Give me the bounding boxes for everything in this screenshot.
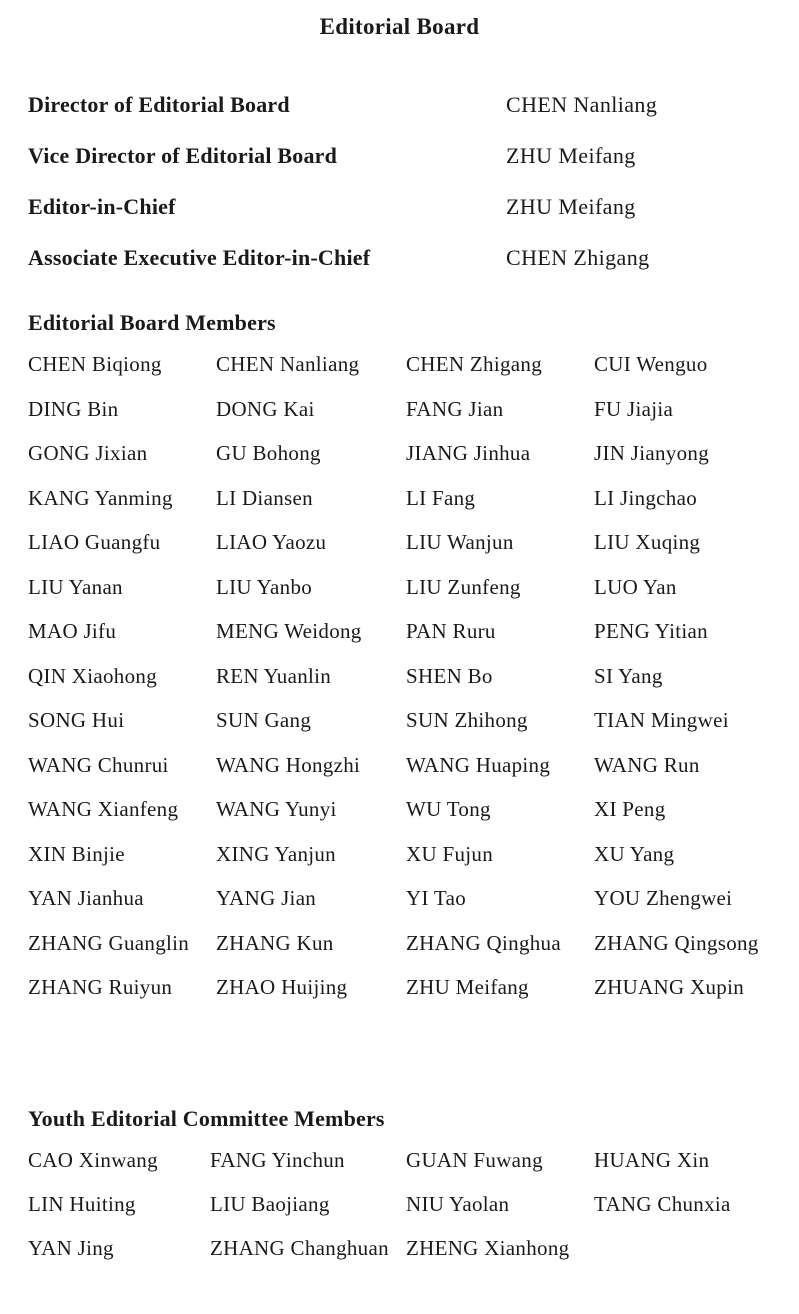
member-name: ZHANG Guanglin (28, 930, 190, 955)
member-name: GUAN Fuwang (406, 1148, 543, 1172)
member-name: LIU Xuqing (594, 530, 701, 554)
member-name: XI Peng (594, 797, 666, 821)
member-name: WANG Run (594, 752, 700, 777)
member-name: XING Yanjun (216, 841, 336, 866)
member-name: FANG Jian (406, 396, 504, 421)
member-name: LIU Yanan (28, 574, 123, 599)
member-name: QIN Xiaohong (28, 663, 157, 688)
position-row-director (28, 92, 788, 143)
youth-members-heading: Youth Editorial Committee Members (28, 1106, 385, 1131)
member-name: REN Yuanlin (216, 663, 332, 688)
member-name: LIU Zunfeng (406, 574, 521, 599)
position-name: ZHU Meifang (506, 143, 636, 168)
member-name: YOU Zhengwei (594, 886, 733, 910)
position-role: Editor-in-Chief (28, 194, 176, 219)
member-name: ZHANG Kun (216, 930, 334, 955)
member-name: LIAO Yaozu (216, 530, 327, 554)
member-name: LI Fang (406, 485, 476, 510)
member-name: TIAN Mingwei (594, 708, 729, 732)
member-name: LIU Baojiang (210, 1192, 330, 1216)
member-name: TANG Chunxia (594, 1192, 731, 1216)
member-name: ZHANG Changhuan (210, 1236, 389, 1260)
member-name: XIN Binjie (28, 841, 125, 866)
member-name: XU Fujun (406, 841, 493, 866)
member-name: CHEN Biqiong (28, 352, 162, 376)
member-name: WANG Yunyi (216, 797, 337, 821)
member-name: SHEN Bo (406, 663, 493, 688)
member-name: WANG Huaping (406, 752, 551, 777)
member-name: LIN Huiting (28, 1192, 136, 1216)
member-name: DONG Kai (216, 396, 315, 421)
member-name: HUANG Xin (594, 1148, 710, 1172)
member-name: SONG Hui (28, 708, 125, 732)
member-name: LIAO Guangfu (28, 530, 161, 554)
board-members-grid (28, 352, 788, 1020)
member-name: JIN Jianyong (594, 441, 710, 465)
position-name: CHEN Zhigang (506, 245, 650, 270)
member-name: SUN Gang (216, 708, 312, 732)
member-name: ZHANG Qingsong (594, 930, 759, 955)
member-name: CHEN Zhigang (406, 352, 542, 376)
member-name: ZHANG Ruiyun (28, 975, 173, 999)
member-name: MENG Weidong (216, 619, 362, 643)
member-name: WANG Hongzhi (216, 752, 361, 777)
member-name: LIU Wanjun (406, 530, 514, 554)
member-name: YANG Jian (216, 886, 317, 910)
member-name: LIU Yanbo (216, 574, 313, 599)
member-name: CAO Xinwang (28, 1148, 158, 1172)
member-name: ZHUANG Xupin (594, 975, 745, 999)
board-members-heading: Editorial Board Members (28, 310, 276, 335)
member-name: KANG Yanming (28, 485, 173, 510)
member-name: WANG Chunrui (28, 752, 169, 777)
member-name: ZHU Meifang (406, 975, 529, 999)
positions-list (28, 92, 788, 296)
member-name: YI Tao (406, 886, 467, 910)
position-row-associate-executive-editor (28, 245, 788, 296)
member-name: GONG Jixian (28, 441, 148, 465)
member-name: FANG Yinchun (210, 1148, 345, 1172)
member-name: DING Bin (28, 396, 119, 421)
member-name: JIANG Jinhua (406, 441, 531, 465)
member-name: CUI Wenguo (594, 352, 708, 376)
member-name: PAN Ruru (406, 619, 496, 643)
member-name: SI Yang (594, 663, 663, 688)
member-name: NIU Yaolan (406, 1192, 510, 1216)
member-name: ZHENG Xianhong (406, 1236, 570, 1260)
member-name: YAN Jianhua (28, 886, 144, 910)
member-name: LI Diansen (216, 485, 313, 510)
page-title: Editorial Board (319, 14, 480, 39)
position-row-editor-in-chief (28, 194, 788, 245)
position-name: CHEN Nanliang (506, 92, 658, 117)
youth-members-grid (28, 1148, 788, 1280)
member-name: MAO Jifu (28, 619, 117, 643)
member-name: PENG Yitian (594, 619, 708, 643)
member-name: WANG Xianfeng (28, 797, 179, 821)
member-name: SUN Zhihong (406, 708, 528, 732)
member-name: XU Yang (594, 841, 675, 866)
member-name: LUO Yan (594, 574, 677, 599)
member-name: YAN Jing (28, 1236, 114, 1260)
position-role: Associate Executive Editor-in-Chief (28, 245, 371, 270)
member-name: FU Jiajia (594, 396, 674, 421)
member-name: WU Tong (406, 797, 491, 821)
position-name: ZHU Meifang (506, 194, 636, 219)
position-row-vice-director (28, 143, 788, 194)
member-name: GU Bohong (216, 441, 321, 465)
member-name: ZHANG Qinghua (406, 930, 561, 955)
member-name: LI Jingchao (594, 485, 698, 510)
member-name: CHEN Nanliang (216, 352, 360, 376)
member-name: ZHAO Huijing (216, 975, 348, 999)
position-role: Vice Director of Editorial Board (28, 143, 338, 168)
position-role: Director of Editorial Board (28, 92, 290, 117)
